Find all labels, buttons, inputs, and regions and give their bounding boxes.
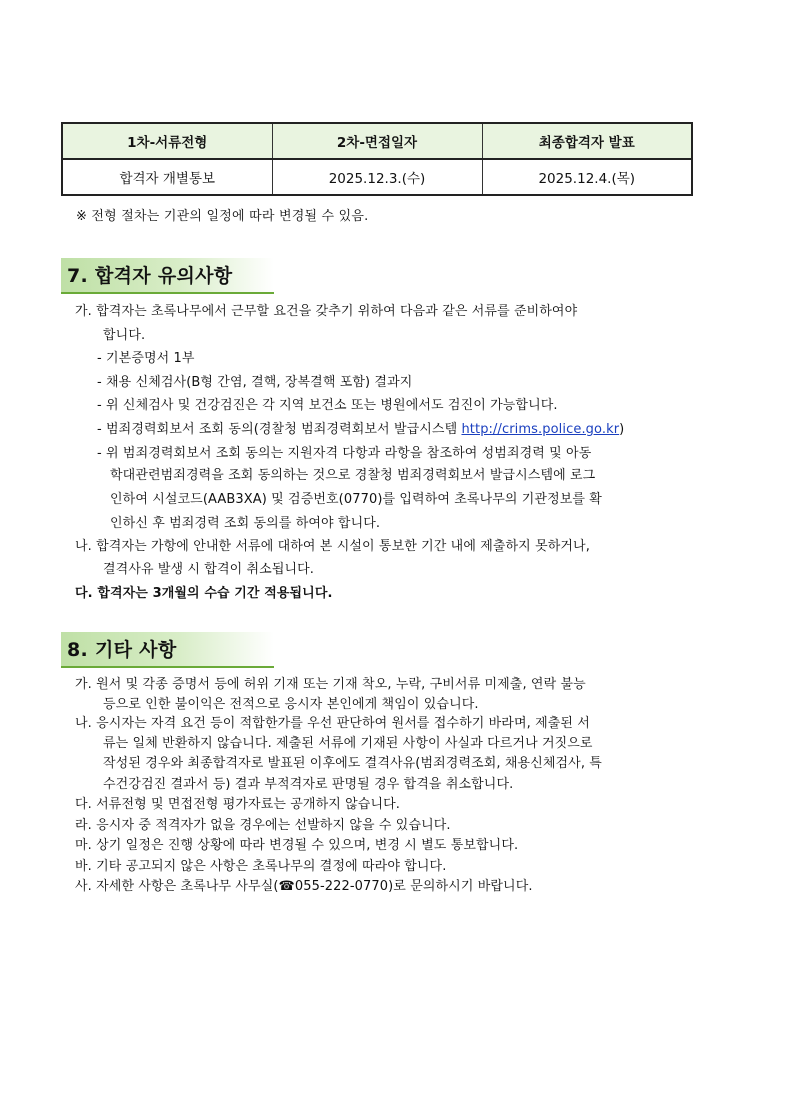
section-8-heading [61,632,274,668]
crims-link[interactable]: http://crims.police.go.kr [461,422,620,437]
section-7-title: 7. 합격자 유의사항 [67,265,233,287]
s8-item-na-line4: 수건강검진 결과서 등) 결과 부적격자로 판명될 경우 합격을 취소합니다. [103,777,514,792]
s7-sub-item-5-line4: 인하신 후 범죄경력 조회 동의를 하여야 합니다. [110,516,381,531]
s7-sub-item-5-line2: 학대관련범죄경력을 조회 동의하는 것으로 경찰청 범죄경력회보서 발급시스템에 로그 [110,468,596,483]
s7-sub-item-3: - 위 신체검사 및 건강검진은 각 지역 보건소 또는 병원에서도 검진이 가능합니다. [97,398,558,413]
s8-item-na-line3: 작성된 경우와 최종합격자로 발표된 이후에도 결격사유(범죄경력조회, 채용신체검사, 특 [103,756,602,771]
cell-document-screening: 합격자 개별통보 [62,159,272,195]
s7-sub-item-4 [97,422,624,438]
s7-sub-item-5-line3: 인하여 시설코드(AAB3XA) 및 검증번호(0770)를 입력하여 초록나무의 기관정보를 확 [110,492,602,507]
header-document-screening: 1차-서류전형 [62,123,272,159]
cell-interview-date: 2025.12.3.(수) [272,159,482,195]
header-final-announcement: 최종합격자 발표 [482,123,692,159]
s8-item-ga-line2: 등으로 인한 불이익은 전적으로 응시자 본인에게 책임이 있습니다. [103,697,479,712]
s7-item-ga-line1: 가. 합격자는 초록나무에서 근무할 요건을 갖추기 위하여 다음과 같은 서류를 준비하여야 [75,304,578,319]
s7-sub-item-5-line1: - 위 범죄경력회보서 조회 동의는 지원자격 다항과 라항을 참조하여 성범죄경력 및 아동 [97,446,592,461]
s7-sub-item-1: - 기본증명서 1부 [97,351,195,366]
schedule-header-row [62,123,692,159]
section-8-title: 8. 기타 사항 [67,639,177,661]
s8-item-ma: 마. 상기 일정은 진행 상황에 따라 변경될 수 있으며, 변경 시 별도 통보합니다. [75,838,519,853]
schedule-row [62,159,692,195]
section-7-heading [61,258,274,294]
s8-item-sa: 사. 자세한 사항은 초록나무 사무실(☎055-222-0770)로 문의하시기 바랍니다. [75,879,533,894]
cell-final-announcement: 2025.12.4.(목) [482,159,692,195]
schedule-table [61,122,693,196]
s7-sub-item-4-suffix: ) [619,422,625,437]
s8-item-na-line1: 나. 응시자는 자격 요건 등이 적합한가를 우선 판단하여 원서를 접수하기 바라며, 제출된 서 [75,716,590,731]
header-interview-date: 2차-면접일자 [272,123,482,159]
schedule-note: ※ 전형 절차는 기관의 일정에 따라 변경될 수 있음. [76,209,369,224]
s7-item-ga-line2: 합니다. [103,328,146,343]
s7-item-da: 다. 합격자는 3개월의 수습 기간 적용됩니다. [75,586,333,601]
s8-item-ga-line1: 가. 원서 및 각종 증명서 등에 허위 기재 또는 기재 착오, 누락, 구비서류 미제출, 연락 불능 [75,677,586,692]
s8-item-ba: 바. 기타 공고되지 않은 사항은 초록나무의 결정에 따라야 합니다. [75,859,447,874]
s7-item-na-line2: 결격사유 발생 시 합격이 취소됩니다. [103,562,315,577]
s7-item-na-line1: 나. 합격자는 가항에 안내한 서류에 대하여 본 시설이 통보한 기간 내에 제출하지 못하거나, [75,539,590,554]
s8-item-na-line2: 류는 일체 반환하지 않습니다. 제출된 서류에 기재된 사항이 사실과 다르거나 거짓으로 [103,736,593,751]
s7-sub-item-2: - 채용 신체검사(B형 간염, 결핵, 장복결핵 포함) 결과지 [97,375,413,390]
s7-sub-item-4-text: - 범죄경력회보서 조회 동의(경찰청 범죄경력회보서 발급시스템 [97,422,462,437]
s8-item-ra: 라. 응시자 중 적격자가 없을 경우에는 선발하지 않을 수 있습니다. [75,818,451,833]
s8-item-da: 다. 서류전형 및 면접전형 평가자료는 공개하지 않습니다. [75,797,400,812]
